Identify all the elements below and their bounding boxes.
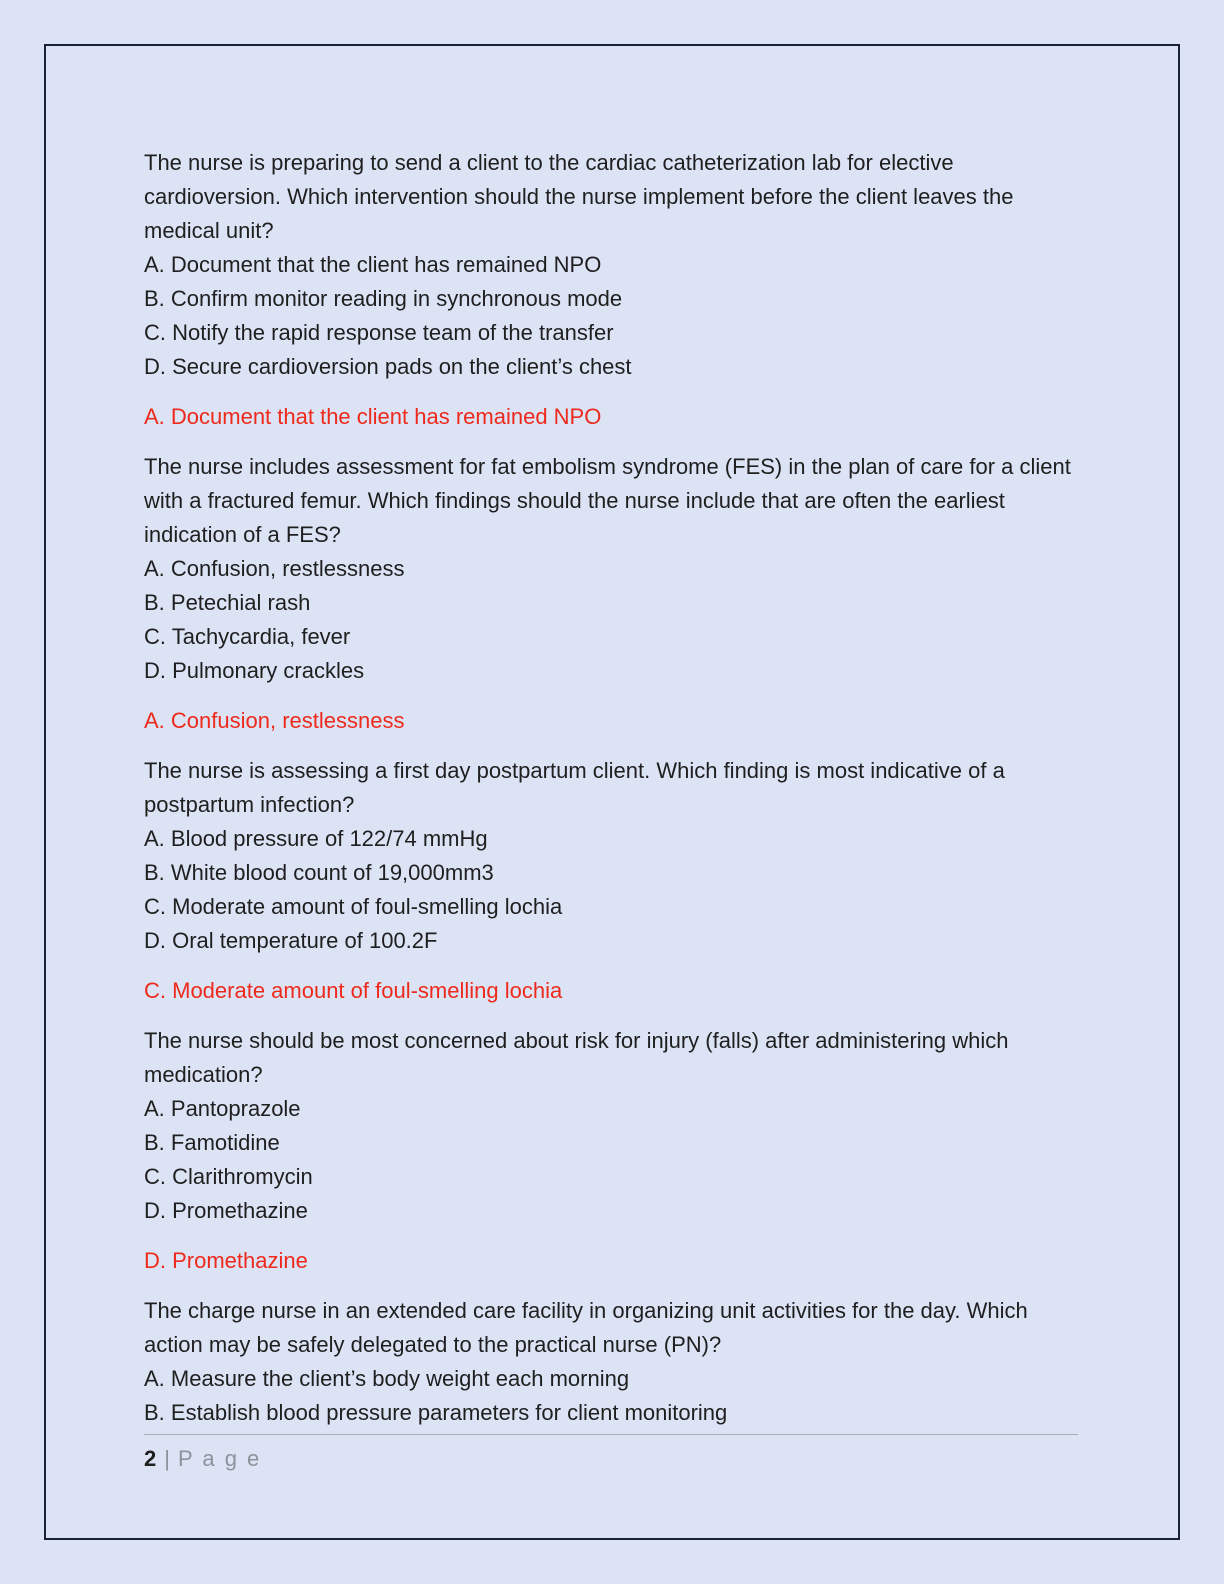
page-footer (144, 1434, 1078, 1472)
question-block (144, 1024, 1078, 1278)
question-block (144, 450, 1078, 738)
answer-option: A. Document that the client has remained NPO (144, 252, 602, 277)
answer-option: C. Moderate amount of foul-smelling lochia (144, 894, 563, 919)
correct-answer-text: A. Document that the client has remained NPO (144, 404, 602, 429)
answer-option: D. Oral temperature of 100.2F (144, 928, 438, 953)
correct-answer-text: A. Confusion, restlessness (144, 708, 405, 733)
correct-answer-text: C. Moderate amount of foul-smelling lochia (144, 978, 563, 1003)
question-block (144, 754, 1078, 1008)
page-number: 2 (144, 1446, 157, 1471)
question-block (144, 146, 1078, 434)
question-text: The charge nurse in an extended care facility in organizing unit activities for the day. Which action may be safely delegated to the practical nurse (PN)? (144, 1298, 1028, 1357)
answer-option: B. Petechial rash (144, 590, 311, 615)
question-text: The nurse includes assessment for fat embolism syndrome (FES) in the plan of care for a client with a fractured femur. Which findings should the nurse include that are often the earliest indication of a FES? (144, 454, 1071, 547)
question-text: The nurse is preparing to send a client to the cardiac catheterization lab for elective cardioversion. Which intervention should the nurse implement before the client leaves the medical unit? (144, 150, 1014, 243)
question-block (144, 1294, 1078, 1430)
correct-answer-text: D. Promethazine (144, 1248, 308, 1273)
answer-option: C. Clarithromycin (144, 1164, 313, 1189)
answer-option: A. Measure the client’s body weight each morning (144, 1366, 630, 1391)
answer-option: B. Famotidine (144, 1130, 280, 1155)
page-label: P a g e (177, 1446, 262, 1471)
document-content (144, 146, 1078, 1430)
page-border-frame (44, 44, 1180, 1540)
answer-option: D. Promethazine (144, 1198, 308, 1223)
answer-option: A. Confusion, restlessness (144, 556, 405, 581)
answer-option: A. Blood pressure of 122/74 mmHg (144, 826, 488, 851)
answer-option: D. Pulmonary crackles (144, 658, 365, 683)
answer-option: B. Establish blood pressure parameters for client monitoring (144, 1400, 728, 1425)
answer-option: C. Tachycardia, fever (144, 624, 351, 649)
answer-option: C. Notify the rapid response team of the transfer (144, 320, 614, 345)
answer-option: B. Confirm monitor reading in synchronous mode (144, 286, 623, 311)
answer-option: D. Secure cardioversion pads on the client’s chest (144, 354, 632, 379)
answer-option: A. Pantoprazole (144, 1096, 301, 1121)
footer-divider: | (164, 1446, 170, 1471)
question-text: The nurse is assessing a first day postpartum client. Which finding is most indicative of a postpartum infection? (144, 758, 1005, 817)
question-text: The nurse should be most concerned about risk for injury (falls) after administering which medication? (144, 1028, 1009, 1087)
answer-option: B. White blood count of 19,000mm3 (144, 860, 494, 885)
